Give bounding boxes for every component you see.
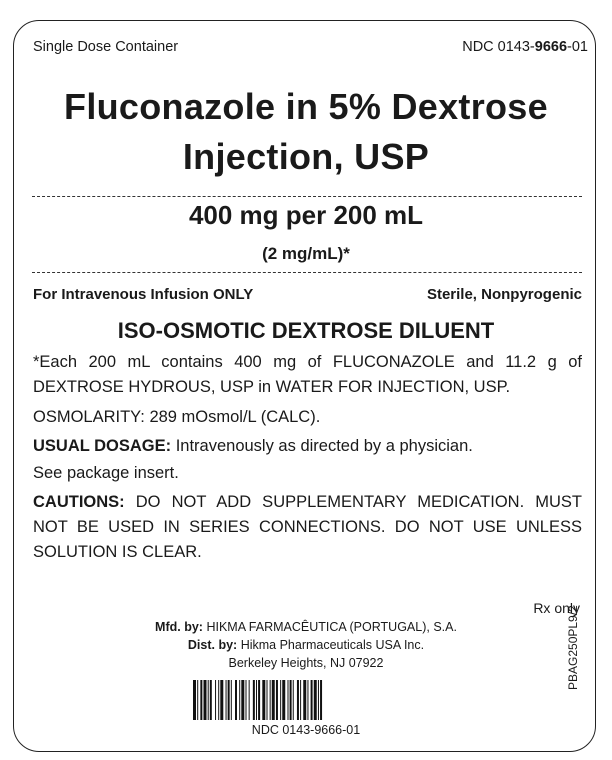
ndc-product-code: 9666 [534, 39, 568, 55]
barcode-bar [303, 680, 306, 720]
barcode-bar [241, 680, 244, 720]
cautions-text: DO NOT ADD SUPPLEMENTARY MEDICATION. MUST NOT BE USED IN SERIES CONNECTIONS. DO NOT USE UNLESS SOLUTION IS CLEAR. [33, 493, 582, 561]
ndc-prefix: NDC 0143- [462, 39, 535, 55]
product-title-line2: Injection, USP [182, 136, 430, 177]
barcode-bar [220, 680, 223, 720]
diluent-heading: ISO-OSMOTIC DEXTROSE DILUENT [117, 318, 495, 343]
barcode-bar [297, 680, 299, 720]
barcode-bar [197, 680, 198, 720]
strength: 400 mg per 200 mL [188, 200, 424, 230]
barcode [193, 680, 415, 720]
barcode-bar [272, 680, 275, 720]
ndc-code [462, 39, 588, 55]
product-title-line1: Fluconazole in 5% Dextrose [64, 86, 548, 127]
rx-only: Rx only [533, 600, 580, 616]
cautions [33, 490, 582, 565]
dist-label: Dist. by: [187, 638, 238, 652]
ndc-suffix: -01 [567, 39, 588, 55]
barcode-bar [290, 680, 292, 720]
mfd-name: HIKMA FARMACÊUTICA (PORTUGAL), S.A. [202, 620, 457, 634]
route-of-administration: For Intravenous Infusion ONLY [33, 286, 254, 303]
barcode-bar [249, 680, 250, 720]
barcode-bar [276, 680, 278, 720]
dashed-divider-top [32, 196, 582, 197]
label-code: PBAG250PL9/2 [566, 605, 580, 690]
concentration: (2 mg/mL)* [262, 244, 350, 263]
composition-text: *Each 200 mL contains 400 mg of FLUCONAZOLE and 11.2 g of DEXTROSE HYDROUS, USP in WATER FOR INJECTION, USP. [33, 353, 582, 396]
barcode-bar [318, 680, 319, 720]
barcode-bar [320, 680, 322, 720]
barcode-bar [226, 680, 227, 720]
barcode-bar [210, 680, 212, 720]
usual-dosage-text: Intravenously as directed by a physician. [171, 437, 473, 455]
barcode-bar [300, 680, 301, 720]
barcode-bar [293, 680, 294, 720]
barcode-bar [262, 680, 265, 720]
cautions-label: CAUTIONS: [33, 493, 125, 511]
dist-name: Hikma Pharmaceuticals USA Inc. [237, 638, 425, 652]
container-type: Single Dose Container [33, 39, 179, 55]
manufacturer-line [0, 618, 612, 636]
barcode-bar [246, 680, 247, 720]
distributor-address: Berkeley Heights, NJ 07922 [228, 656, 384, 670]
usual-dosage [33, 434, 582, 459]
mfd-label: Mfd. by: [155, 620, 203, 634]
barcode-bar [282, 680, 285, 720]
barcode-bar [267, 680, 268, 720]
barcode-bar [231, 680, 232, 720]
barcode-bar [314, 680, 317, 720]
dashed-divider-bottom [32, 272, 582, 273]
barcode-bar [239, 680, 240, 720]
barcode-number: NDC 0143-9666-01 [251, 723, 361, 737]
barcode-bar [280, 680, 281, 720]
barcode-bar [228, 680, 230, 720]
barcode-bar [288, 680, 289, 720]
barcode-bar [270, 680, 271, 720]
barcode-bar [235, 680, 237, 720]
barcode-bar [253, 680, 255, 720]
osmolarity-text: OSMOLARITY: 289 mOsmol/L (CALC). [33, 408, 321, 426]
barcode-bar [193, 680, 196, 720]
barcode-bar [307, 680, 308, 720]
sterility: Sterile, Nonpyrogenic [426, 286, 582, 303]
usual-dosage-label: USUAL DOSAGE: [33, 437, 172, 455]
barcode-bar [258, 680, 260, 720]
barcode-bar [200, 680, 202, 720]
distributor-line [0, 636, 612, 654]
package-insert-note: See package insert. [33, 464, 179, 482]
barcode-bar [218, 680, 219, 720]
barcode-bar [256, 680, 257, 720]
barcode-bar [215, 680, 216, 720]
barcode-bar [311, 680, 313, 720]
barcode-bar [208, 680, 209, 720]
barcode-bar [204, 680, 207, 720]
